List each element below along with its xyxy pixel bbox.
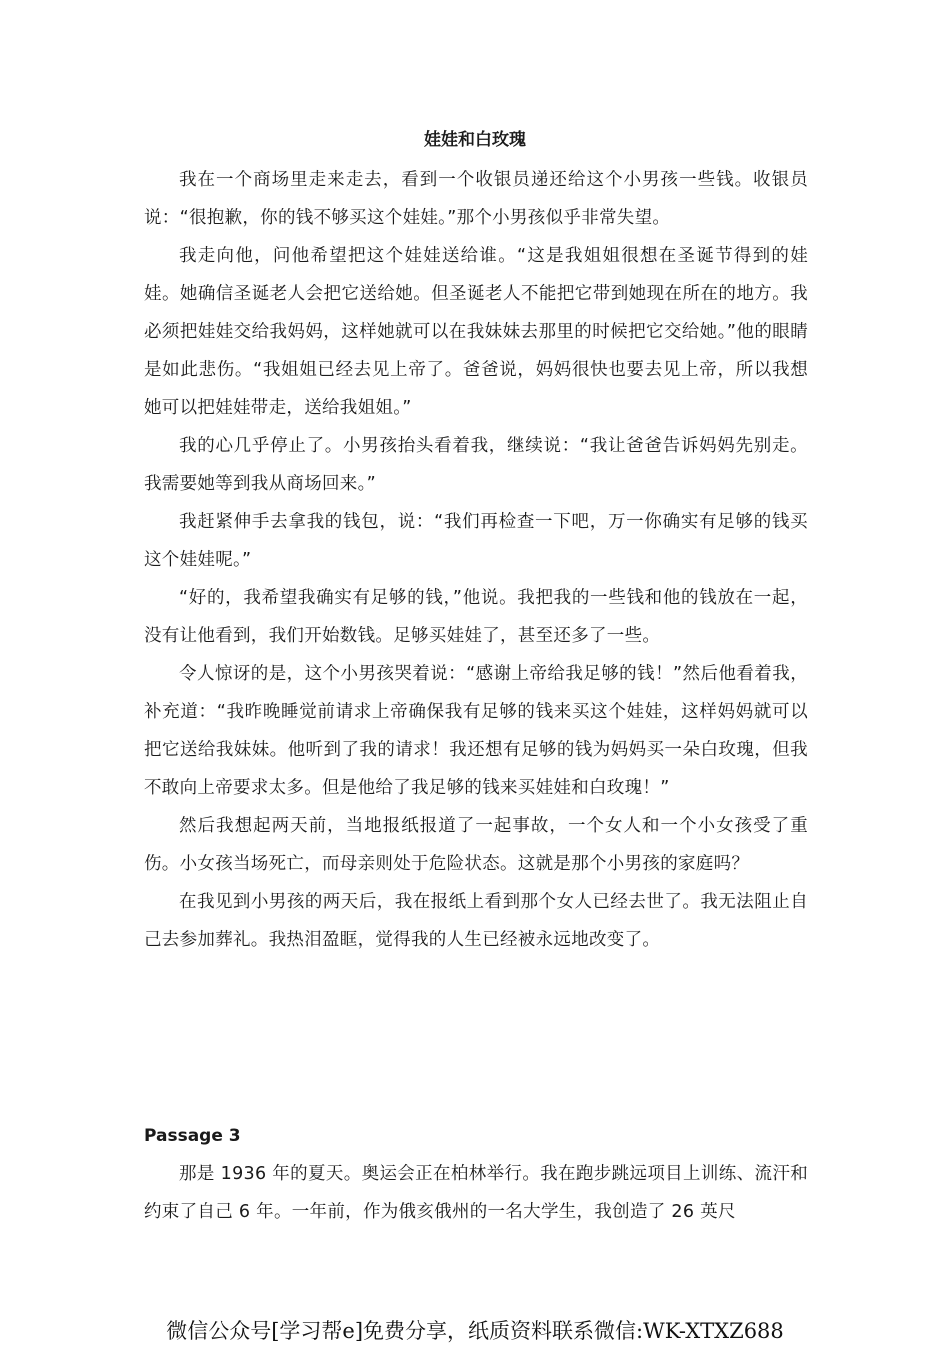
- story-paragraph-3: 我的心几乎停止了。小男孩抬头看着我，继续说：“我让爸爸告诉妈妈先别走。我需要她等到我从商场回来。”: [144, 436, 808, 494]
- story-title: 娃娃和白玫瑰: [424, 130, 526, 150]
- story-paragraph-2: 我走向他，问他希望把这个娃娃送给谁。“这是我姐姐很想在圣诞节得到的娃娃。她确信圣诞老人会把它送给她。但圣诞老人不能把它带到她现在所在的地方。我必须把娃娃交给我妈妈，这样她就可以在我妹妹去那里的时候把它交给她。”他的眼睛是如此悲伤。“我姐姐已经去见上帝了。爸爸说，妈妈很快也要去见上帝，所以我想她可以把娃娃带走，送给我姐姐。”: [144, 246, 808, 418]
- passage-3-paragraph-1: 那是 1936 年的夏天。奥运会正在柏林举行。我在跑步跳远项目上训练、流汗和约束了自己 6 年。一年前，作为俄亥俄州的一名大学生，我创造了 26 英尺: [144, 1164, 808, 1222]
- story-paragraph-8: 在我见到小男孩的两天后，我在报纸上看到那个女人已经去世了。我无法阻止自己去参加葬礼。我热泪盈眶，觉得我的人生已经被永远地改变了。: [144, 892, 808, 950]
- story-body: [144, 161, 808, 959]
- story-paragraph-5: “好的，我希望我确实有足够的钱，”他说。我把我的一些钱和他的钱放在一起，没有让他看到，我们开始数钱。足够买娃娃了，甚至还多了一些。: [144, 588, 808, 646]
- story-paragraph-6: 令人惊讶的是，这个小男孩哭着说：“感谢上帝给我足够的钱！”然后他看着我，补充道：“我昨晚睡觉前请求上帝确保我有足够的钱来买这个娃娃，这样妈妈就可以把它送给我妹妹。他听到了我的请求！我还想有足够的钱为妈妈买一朵白玫瑰，但我不敢向上帝要求太多。但是他给了我足够的钱来买娃娃和白玫瑰！”: [144, 664, 808, 798]
- story-paragraph-7: 然后我想起两天前，当地报纸报道了一起事故，一个女人和一个小女孩受了重伤。小女孩当场死亡，而母亲则处于危险状态。这就是那个小男孩的家庭吗？: [144, 816, 808, 874]
- passage-3-body: [144, 1155, 808, 1231]
- footer-watermark: 微信公众号[学习帮e]免费分享，纸质资料联系微信:WK-XTXZ688: [166, 1319, 784, 1343]
- story-paragraph-4: 我赶紧伸手去拿我的钱包，说：“我们再检查一下吧，万一你确实有足够的钱买这个娃娃呢。”: [144, 512, 808, 570]
- passage-3-heading: Passage 3: [144, 1126, 241, 1146]
- story-paragraph-1: 我在一个商场里走来走去，看到一个收银员递还给这个小男孩一些钱。收银员说：“很抱歉，你的钱不够买这个娃娃。”那个小男孩似乎非常失望。: [144, 170, 808, 228]
